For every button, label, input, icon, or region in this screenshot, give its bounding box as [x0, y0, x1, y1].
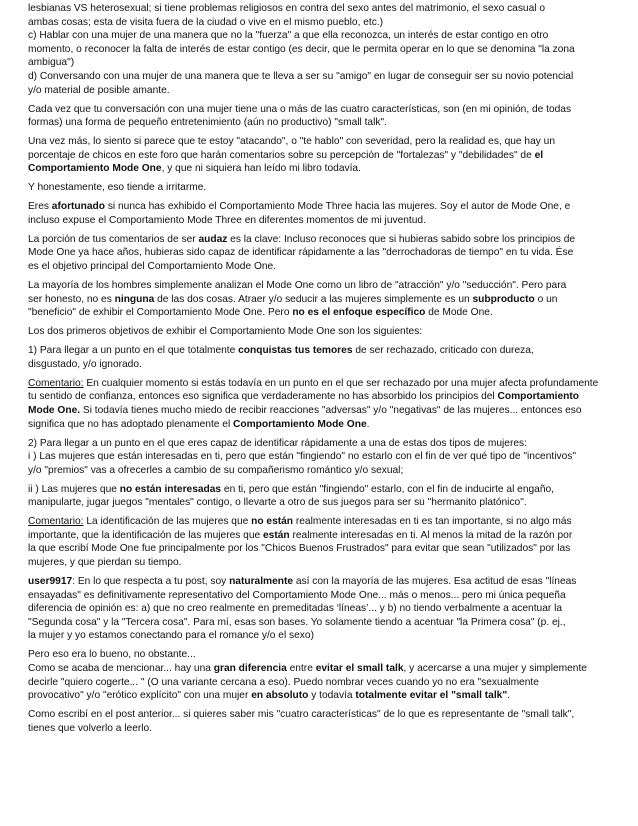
bold-text: Comportamiento	[497, 391, 579, 403]
para-cada-vez	[28, 103, 610, 130]
bold-text: Mode One.	[28, 404, 81, 416]
text-run: 1) Para llegar a un punto en el que totalmente	[28, 345, 239, 357]
bold-text: el	[534, 149, 544, 161]
text-run: incluso expuse el Comportamiento Mode Three en diferentes momentos de mi juventud.	[28, 214, 426, 226]
text-run: Los dos primeros objetivos de exhibir el Comportamiento Mode One son los siguientes:	[28, 326, 423, 338]
text-run: Una vez más, lo siento si parece que te estoy "atacando", o "te hablo" con severidad, pero la realidad es, que hay un	[28, 136, 555, 148]
text-run: Cada vez que tu conversación con una mujer tiene una o más de las cuatro características, son (en mi opinión, de todas	[28, 103, 572, 115]
text-run: .	[366, 418, 370, 430]
text-run: y/o "premios" vas a ofrecerles a cambio de su compañerismo romántico y/o sexual;	[28, 464, 404, 476]
text-run: es la clave: Incluso reconoces que si hubieras sabido sobre los principios de	[227, 233, 576, 245]
text-run: diferencia de opinión es: a) que no creo realmente en premeditadas ‘líneas’... y b) no tiendo verbalmente a acentuar la	[28, 603, 563, 615]
text-run: .	[507, 690, 511, 702]
text-run: de las dos cosas. Atraer y/o seducir a las mujeres simplemente es un	[154, 293, 473, 305]
text-run: y/o material de posible amante.	[28, 84, 170, 96]
text-run: es el objetivo principal del Comportamiento Mode One.	[28, 261, 277, 273]
text-run: 2) Para llegar a un punto en el que eres capaz de identificar rápidamente a una de estas dos tipos de mujeres:	[28, 437, 527, 449]
para-list-b	[28, 2, 610, 97]
bold-text: user9917	[28, 576, 73, 588]
text-run: decirle "quiero cogerte... " (O una variante cercana a eso). Puedo nombrar veces cuando yo no era "sexualmente	[28, 676, 539, 688]
bold-text: no están interesadas	[119, 483, 222, 495]
para-mayoria	[28, 279, 610, 320]
para-objetivos	[28, 325, 610, 339]
bold-text: evitar el small talk	[315, 663, 404, 674]
text-run: tienes que volverlo a leerlo.	[28, 722, 153, 734]
text-run: ser honesto, no es	[28, 293, 115, 305]
text-run: en ti, pero que están "fingiendo" estarlo, con el fin de inducirte al engaño,	[221, 483, 554, 495]
bold-text: Comportamiento Mode One	[233, 418, 367, 430]
text-run: o un	[534, 293, 558, 305]
para-comentario-2	[28, 515, 610, 569]
text-run: Y honestamente, eso tiende a irritarme.	[28, 182, 207, 194]
text-run: En cualquier momento si estás todavía en un punto en el que ser rechazado por una mujer afecta profundamente	[83, 377, 599, 389]
text-run: , y que ni siquiera han leído mi libro todavía.	[161, 163, 361, 175]
bold-text: en absoluto	[251, 690, 309, 702]
underlined-label: Comentario:	[28, 516, 84, 528]
underlined-label: Comentario:	[28, 377, 84, 389]
bold-text: conquistas tus temores	[238, 345, 353, 357]
text-run: la que escribí Mode One fue principalmente por los "Chicos Buenos Frustrados" para evitar que sean "utilizados" por las	[28, 543, 571, 555]
para-honestamente	[28, 181, 610, 195]
bold-text: afortunado	[51, 201, 105, 213]
text-run: porcentaje de chicos en este foro que harán comentarios sobre su percepción de "fortalezas" y "debilidades" de	[28, 149, 535, 161]
text-run: así con la mayoría de las mujeres. Esa actitud de esas "líneas	[293, 576, 577, 588]
bold-text: naturalmente	[229, 576, 294, 588]
text-run: provocativo" y/o "erótico explícito" con una mujer	[28, 690, 252, 702]
para-comentario-1	[28, 377, 610, 431]
text-run: mujeres, y que pierdan su tiempo.	[28, 557, 182, 569]
text-run: manipularte, jugar juegos "mentales" contigo, o llevarte a otro de sus juegos para ser su "hermanito platónico".	[28, 497, 527, 509]
text-run: c) Hablar con una mujer de una manera que no la "fuerza" a que ella reconozca, un interés de estar contigo en otro	[28, 30, 549, 42]
bold-text: no es el enfoque específico	[292, 307, 426, 319]
text-run: : En lo que respecta a tu post, soy	[72, 576, 230, 588]
text-run: importante, que la identificación de las mujeres que	[28, 529, 264, 541]
bold-text: totalmente evitar el "small talk"	[355, 690, 508, 702]
text-run: de Mode One.	[425, 307, 493, 319]
bold-text: no están	[251, 516, 294, 528]
text-run: ambas cosas; esta de visita fuera de la ciudad o vive en el mismo pueblo, etc.)	[28, 16, 384, 28]
para-una-vez-mas	[28, 135, 610, 176]
text-run: ambigua")	[28, 57, 75, 69]
bold-text: están	[263, 529, 290, 541]
text-run: momento, o reconocer la falta de interés de estar contigo (es decir, que le permita operar en lo que se denomina "la zona	[28, 43, 575, 55]
text-run: realmente interesadas en ti es tan importante, si no algo más	[293, 516, 572, 528]
text-run: d) Conversando con una mujer de una manera que te lleva a ser su "amigo" en lugar de conseguir ser su novio potencial	[28, 70, 574, 82]
para-pero-eso	[28, 648, 610, 702]
bold-text: ninguna	[114, 293, 155, 305]
text-run: ensayadas" es definitivamente representativo del Comportamiento Mode One... más o menos... pero mi única pequeña	[28, 589, 566, 601]
bold-text: audaz	[198, 233, 228, 245]
para-audaz	[28, 233, 610, 274]
text-run: , y acercarse a una mujer y simplemente	[403, 663, 587, 674]
text-run: tu sentido de confianza, entonces eso significa que verdaderamente no has absorbido los principios del	[28, 391, 498, 403]
text-run: y todavía	[308, 690, 356, 702]
text-run: Eres	[28, 201, 52, 213]
text-run: "beneficio" de exhibir el Comportamiento Mode One. Pero	[28, 307, 293, 319]
bold-text: subproducto	[472, 293, 535, 305]
para-como-escribi	[28, 708, 610, 735]
text-run: disgustado, y/o ignorado.	[28, 358, 142, 370]
bold-text: gran diferencia	[213, 663, 287, 674]
text-run: la mujer y yo estamos conectando para el romance y/o el sexo)	[28, 630, 314, 642]
para-objetivo-2-ii	[28, 483, 610, 510]
text-run: i ) Las mujeres que están interesadas en ti, pero que están "fingiendo" no estarlo con el fin de ver qué tipo de "incentivos"	[28, 451, 576, 463]
text-run: Como se acaba de mencionar... hay una	[28, 663, 214, 674]
text-run: entre	[286, 663, 316, 674]
text-run: "Segunda cosa" y la "Tercera cosa". Para mí, esas son bases. Yo solamente tiendo a acentuar "la Primera cosa" (p. ej.,	[28, 616, 566, 628]
para-objetivo-1	[28, 344, 610, 371]
text-run: lesbianas VS heterosexual; si tiene problemas religiosos en contra del sexo antes del matrimonio, el sexo casual o	[28, 3, 546, 14]
text-run: Como escribí en el post anterior... si quieres saber mis "cuatro características" de lo que es representante de "small talk",	[28, 709, 575, 721]
text-run: si nunca has exhibido el Comportamiento Mode Three hacia las mujeres. Soy el autor de Mode One, e	[104, 201, 571, 213]
text-run: Mode One ya hace años, hubieras sido capaz de identificar rápidamente a las "derrochadoras de tiempo" en tu vida. Ése	[28, 247, 574, 259]
para-objetivo-2	[28, 437, 610, 478]
text-run: formas) una forma de pequeño entretenimiento (aún no productivo) "small talk".	[28, 117, 387, 129]
text-run: Si todavía tienes mucho miedo de recibir reacciones "adversas" y/o "negativas" de las mujeres... entonces eso	[80, 404, 582, 416]
text-run: La porción de tus comentarios de ser	[28, 233, 199, 245]
text-run: La mayoría de los hombres simplemente analizan el Mode One como un libro de "atracción" y/o "seducción". Pero para	[28, 280, 567, 292]
text-run: de ser rechazado, criticado con dureza,	[352, 345, 534, 357]
text-run: ii ) Las mujeres que	[28, 483, 120, 495]
para-afortunado	[28, 200, 610, 227]
text-run: significa que no has adoptado plenamente el	[28, 418, 234, 430]
text-run: realmente interesadas en ti. Al menos la mitad de la razón por	[289, 529, 573, 541]
bold-text: Comportamiento Mode One	[28, 163, 162, 175]
text-run: Pero eso era lo bueno, no obstante...	[28, 649, 196, 661]
para-user9917	[28, 575, 610, 643]
text-run: La identificación de las mujeres que	[83, 516, 252, 528]
